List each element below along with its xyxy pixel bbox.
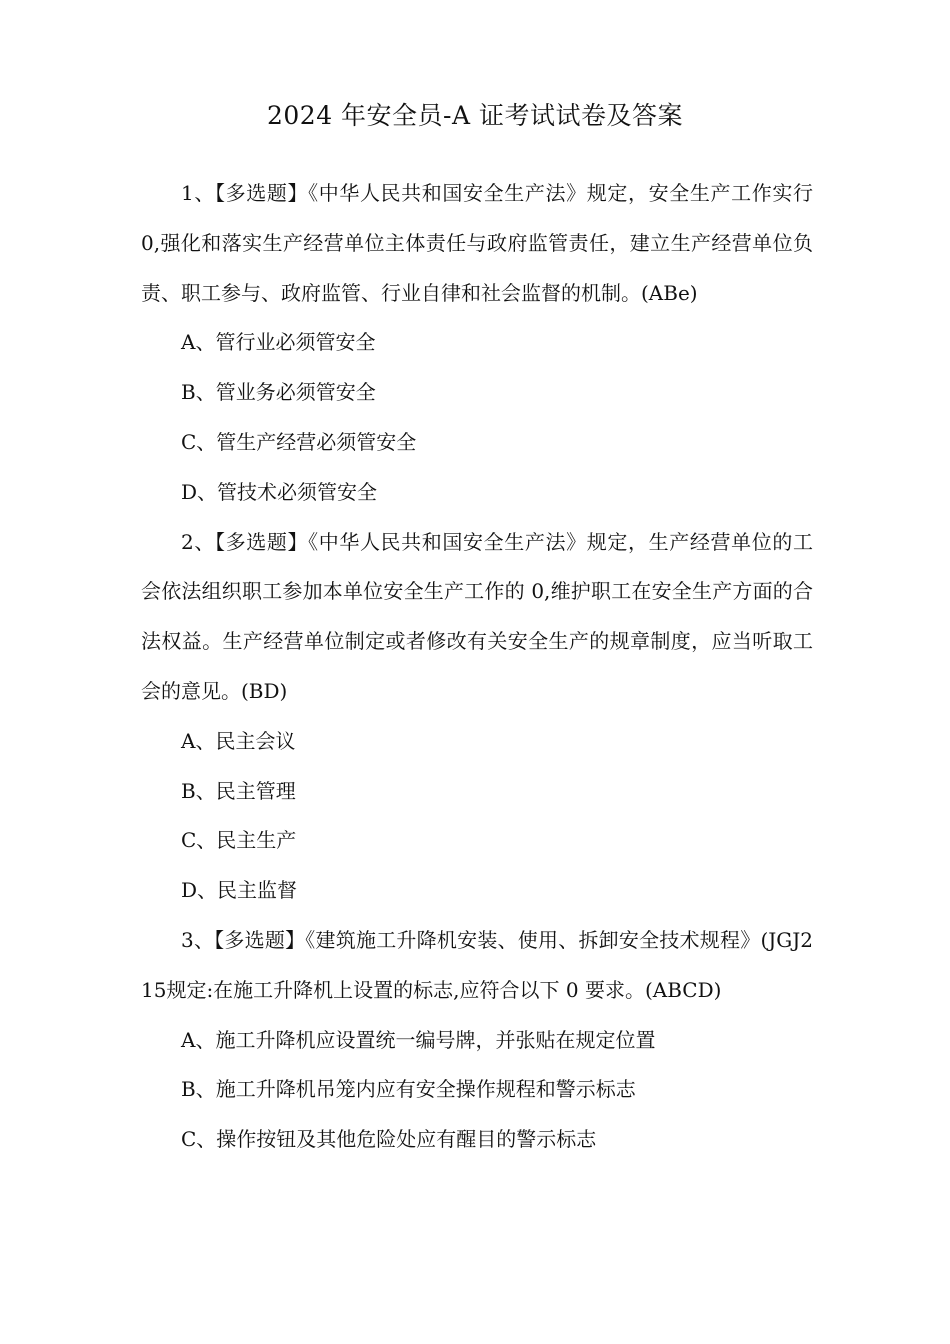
- document-title: 2024 年安全员-A 证考试试卷及答案: [266, 101, 684, 130]
- question-3-option-b: B、施工升降机吊笼内应有安全操作规程和警示标志: [181, 1077, 636, 1102]
- question-1-option-b: B、管业务必须管安全: [181, 380, 376, 405]
- question-1-option-d: D、管技术必须管安全: [181, 479, 378, 504]
- document-body: [141, 169, 813, 1165]
- question-1-option-c: C、管生产经营必须管安全: [181, 429, 417, 454]
- question-3-stem: 3、【多选题】《建筑施工升降机安装、使用、拆卸安全技术规程》(JGJ215规定:在施工升降机上设置的标志,应符合以下 0 要求。(ABCD): [141, 927, 813, 1002]
- question-1-option-a: A、管行业必须管安全: [181, 330, 376, 355]
- question-2-stem: 2、【多选题】《中华人民共和国安全生产法》规定，生产经营单位的工会依法组织职工参加本单位安全生产工作的 0,维护职工在安全生产方面的合法权益。生产经营单位制定或者修改有关安全生产的规章制度，应当听取工会的意见。(BD): [141, 529, 813, 703]
- question-3-option-a: A、施工升降机应设置统一编号牌，并张贴在规定位置: [181, 1027, 656, 1052]
- question-2-option-d: D、民主监督: [181, 878, 298, 903]
- question-3-option-c: C、操作按钮及其他危险处应有醒目的警示标志: [181, 1127, 597, 1152]
- question-2-option-c: C、民主生产: [181, 828, 297, 853]
- question-2-option-b: B、民主管理: [181, 778, 296, 803]
- question-2-option-a: A、民主会议: [181, 728, 296, 753]
- question-1-stem: 1、【多选题】《中华人民共和国安全生产法》规定，安全生产工作实行 0,强化和落实生产经营单位主体责任与政府监管责任，建立生产经营单位负责、职工参与、政府监管、行业自律和社会监督的机制。(ABe): [141, 181, 813, 305]
